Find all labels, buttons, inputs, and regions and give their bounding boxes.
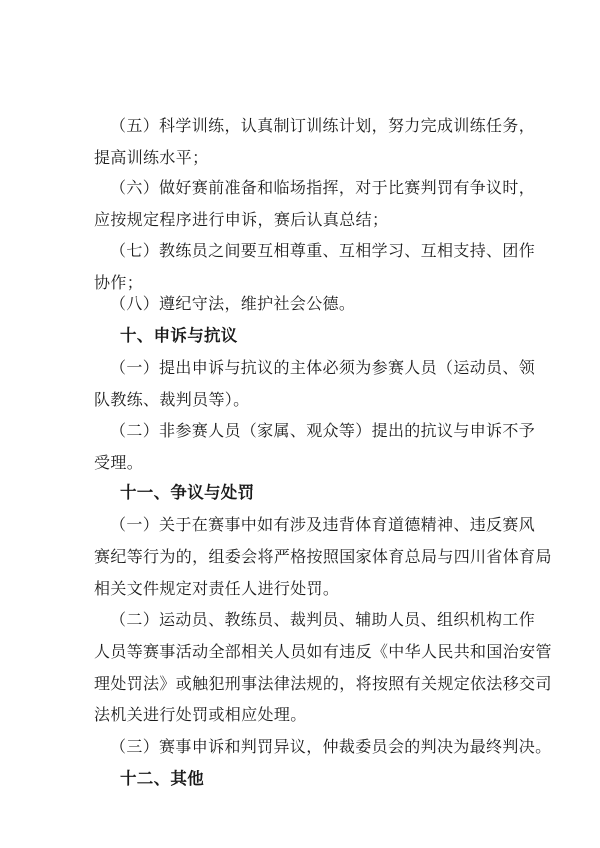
section-11-item-2-line-4: 法机关进行处罚或相应处理。 bbox=[94, 705, 307, 724]
section-11-item-2-line-3: 理处罚法》或触犯刑事法律法规的，将按照有关规定依法移交司 bbox=[94, 674, 552, 693]
paragraph-5-line-1: （五）科学训练，认真制订训练计划，努力完成训练任务， bbox=[110, 116, 536, 135]
paragraph-7-line-2: 协作； bbox=[94, 273, 144, 292]
section-11-item-2-line-1: （二）运动员、教练员、裁判员、辅助人员、组织机构工作 bbox=[110, 610, 536, 629]
paragraph-6-line-2: 应按规定程序进行申诉，赛后认真总结； bbox=[94, 210, 389, 229]
section-11-item-1-line-1: （一）关于在赛事中如有涉及违背体育道德精神、违反赛风 bbox=[110, 515, 536, 534]
paragraph-8-line-1: （八）遵纪守法，维护社会公德。 bbox=[110, 294, 356, 313]
section-10-item-2-line-1: （二）非参赛人员（家属、观众等）提出的抗议与申诉不予 bbox=[110, 421, 536, 440]
section-11-item-1-line-2: 赛纪等行为的，组委会将严格按照国家体育总局与四川省体育局 bbox=[94, 547, 552, 566]
section-heading-10: 十、申诉与抗议 bbox=[120, 326, 238, 345]
section-10-item-2-line-2: 受理。 bbox=[94, 453, 144, 472]
section-11-item-1-line-3: 相关文件规定对责任人进行处罚。 bbox=[94, 579, 340, 598]
section-11-item-3-line-1: （三）赛事申诉和判罚异议，仲裁委员会的判决为最终判决。 bbox=[110, 737, 552, 756]
paragraph-5-line-2: 提高训练水平； bbox=[94, 148, 209, 167]
paragraph-7-line-1: （七）教练员之间要互相尊重、互相学习、互相支持、团作 bbox=[110, 241, 536, 260]
section-11-item-2-line-2: 人员等赛事活动全部相关人员如有违反《中华人民共和国治安管 bbox=[94, 642, 552, 661]
section-10-item-1-line-2: 队教练、裁判员等）。 bbox=[94, 390, 250, 409]
paragraph-6-line-1: （六）做好赛前准备和临场指挥，对于比赛判罚有争议时， bbox=[110, 178, 536, 197]
section-heading-12: 十二、其他 bbox=[120, 769, 204, 788]
section-heading-11: 十一、争议与处罚 bbox=[120, 483, 255, 502]
section-10-item-1-line-1: （一）提出申诉与抗议的主体必须为参赛人员（运动员、领 bbox=[110, 358, 536, 377]
